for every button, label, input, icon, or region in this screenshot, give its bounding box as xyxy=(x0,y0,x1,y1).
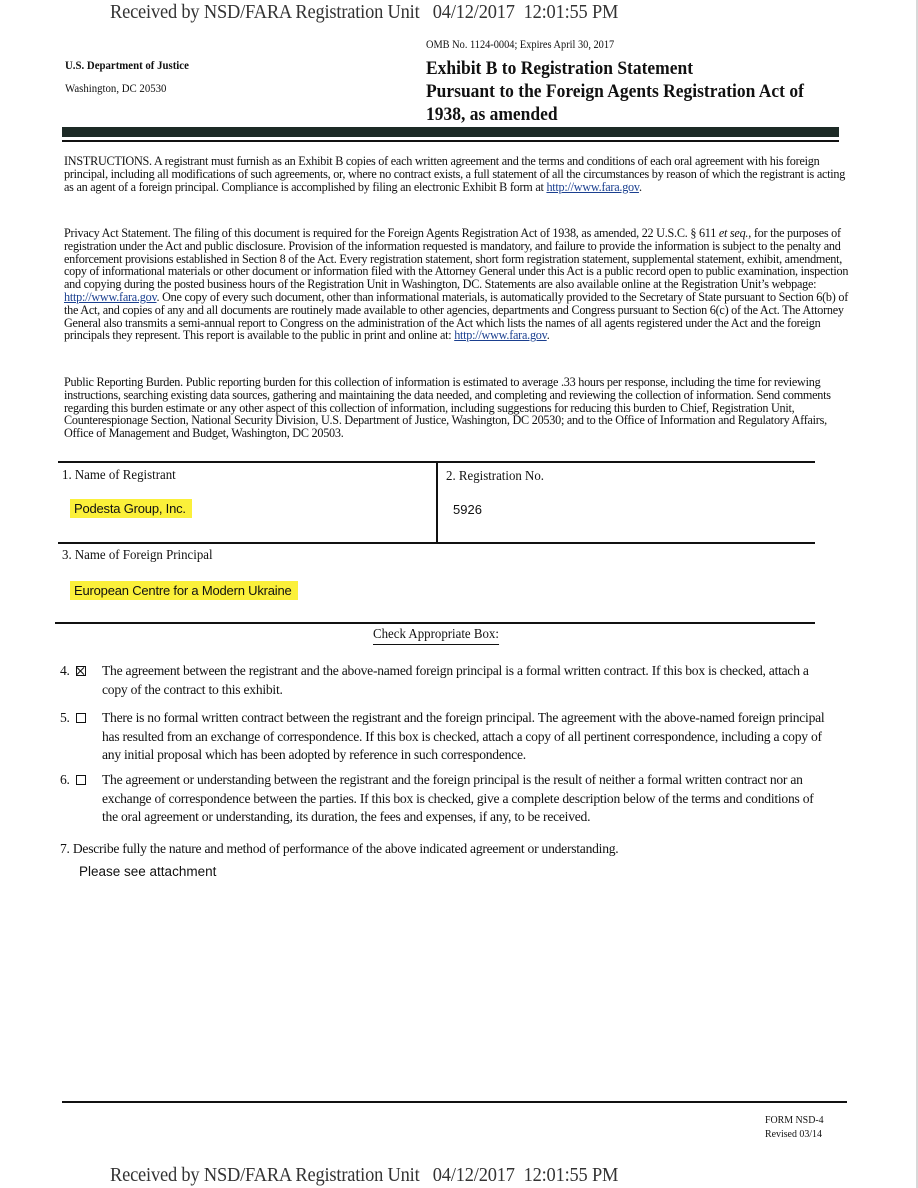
footer-rule xyxy=(62,1101,847,1103)
agreement-option-6 xyxy=(60,771,830,827)
option-4-number-wrap xyxy=(60,662,86,681)
fields-bottom-rule xyxy=(55,622,815,624)
privacy-text-1: Privacy Act Statement. The filing of this document is required for the Foreign Agents Registration Act of 1938, as amended, 22 U.S.C. § 611 xyxy=(64,226,719,240)
registration-number-label: 2. Registration No. xyxy=(446,469,545,484)
agreement-option-5 xyxy=(60,709,830,765)
item-7-answer: Please see attachment xyxy=(79,864,217,879)
option-4-number: 4. xyxy=(60,663,70,678)
privacy-end: . xyxy=(546,328,550,343)
received-stamp-bottom: Received by NSD/FARA Registration Unit 04/12/2017 12:01:55 PM xyxy=(110,1164,619,1186)
fields-vertical-divider xyxy=(436,462,438,542)
form-revision: Revised 03/14 xyxy=(765,1128,822,1140)
item-7-label: 7. Describe fully the nature and method of performance of the above indicated agreement or understanding. xyxy=(60,841,619,856)
option-6-number: 6. xyxy=(60,772,70,787)
privacy-act-paragraph xyxy=(64,227,854,342)
option-5-text: There is no formal written contract between the registrant and the foreign principal. The agreement with the above-named foreign principal has resulted from an exchange of correspondence. If this box is checked, attach a copy of all pertinent correspondence, including a copy of any initial proposal which has been adopted by reference in such correspondence. xyxy=(102,710,825,762)
form-title-line-1: Exhibit B to Registration Statement xyxy=(426,58,694,79)
option-4-checkbox-checked[interactable] xyxy=(76,666,86,676)
header-heavy-divider xyxy=(62,127,839,137)
instructions-fara-link[interactable]: http://www.fara.gov xyxy=(546,179,639,194)
agreement-option-4 xyxy=(60,662,830,699)
privacy-text-3: . One copy of every such document, other than informational materials, is automatically provided to the Secretary of State pursuant to Section 6(b) of the Act, and copies of any and all documents are routinely made available to other agencies, departments and Congress pursuant to Section 6(c) of the Act. The Attorney General also transmits a semi-annual report to Congress on the administration of the Act which lists the names of all agents registered under the Act and the foreign principals they represent. This report is available to the public in print and online at: xyxy=(64,289,849,343)
instructions-end: . xyxy=(638,179,642,194)
form-title-line-3: 1938, as amended xyxy=(426,104,558,125)
privacy-et-seq: et seq. xyxy=(718,226,749,240)
privacy-text-2: , for the purposes of registration under the Act and public disclosure. Provision of the information requested is mandatory, and failure to provide the information is subject to the penalty and enforcement provisions established in Section 8 of the Act. Every registration statement, short form registration statement, supplemental statement, exhibit, amendment, copy of informational materials or other document or information filed with the Attorney General under this Act is a public record open to public examination, inspection and copying during the posted business hours of the Registration Unit in Washington, DC. Statements are also available online at the Registration Unit’s webpage: xyxy=(64,226,849,292)
form-id: FORM NSD-4 xyxy=(765,1114,824,1126)
option-6-number-wrap xyxy=(60,771,86,790)
received-stamp-top: Received by NSD/FARA Registration Unit 04/12/2017 12:01:55 PM xyxy=(110,1,619,23)
option-6-text: The agreement or understanding between the registrant and the foreign principal is the result of neither a formal written contract nor an exchange of correspondence between the parties. If this box is checked, give a complete description below of the terms and conditions of the oral agreement or understanding, its duration, the fees and expenses, if any, to be received. xyxy=(102,772,814,824)
privacy-fara-link-1[interactable]: http://www.fara.gov xyxy=(64,289,157,304)
form-number xyxy=(765,1113,824,1141)
registrant-name-label: 1. Name of Registrant xyxy=(62,468,176,483)
option-4-text: The agreement between the registrant and the above-named foreign principal is a formal written contract. If this box is checked, attach a copy of the contract to this exhibit. xyxy=(102,663,809,697)
foreign-principal-value: European Centre for a Modern Ukraine xyxy=(70,581,298,600)
foreign-principal-label: 3. Name of Foreign Principal xyxy=(62,548,213,563)
reporting-burden-paragraph: Public Reporting Burden. Public reporting burden for this collection of information is estimated to average .33 hours per response, including the time for reviewing instructions, searching existing data sources, gathering and maintaining the data needed, and completing and reviewing the collection of information. Send comments regarding this burden estimate or any other aspect of this collection of information, including suggestions for reducing this burden to Chief, Registration Unit, Counterespionage Section, National Security Division, U.S. Department of Justice, Washington, DC 20530; and to the Office of Information and Regulatory Affairs, Office of Management and Budget, Washington, DC 20503. xyxy=(64,375,831,441)
form-title xyxy=(426,57,837,126)
option-5-checkbox[interactable] xyxy=(76,713,86,723)
option-5-number: 5. xyxy=(60,710,70,725)
agency-address: Washington, DC 20530 xyxy=(65,81,167,95)
form-title-line-2: Pursuant to the Foreign Agents Registration Act of xyxy=(426,81,804,102)
instructions-text: INSTRUCTIONS. A registrant must furnish as an Exhibit B copies of each written agreement and the terms and conditions of each oral agreement with his foreign principal, including all modifications of such agreements, or, where no contract exists, a full statement of all the circumstances by reason of which the registrant is acting as an agent of a foreign principal. Compliance is accomplished by filing an electronic Exhibit B form at xyxy=(64,154,846,194)
header-thin-divider xyxy=(62,140,839,142)
instructions-paragraph xyxy=(64,155,854,193)
check-appropriate-box-heading: Check Appropriate Box: xyxy=(373,627,499,645)
option-6-checkbox[interactable] xyxy=(76,775,86,785)
privacy-fara-link-2[interactable]: http://www.fara.gov xyxy=(454,328,547,343)
agency-name: U.S. Department of Justice xyxy=(65,58,189,72)
option-5-number-wrap xyxy=(60,709,86,728)
fields-middle-rule xyxy=(58,542,815,544)
registration-number-value: 5926 xyxy=(453,502,482,517)
registrant-name-value: Podesta Group, Inc. xyxy=(70,499,192,518)
omb-number: OMB No. 1124-0004; Expires April 30, 2017 xyxy=(426,39,615,51)
